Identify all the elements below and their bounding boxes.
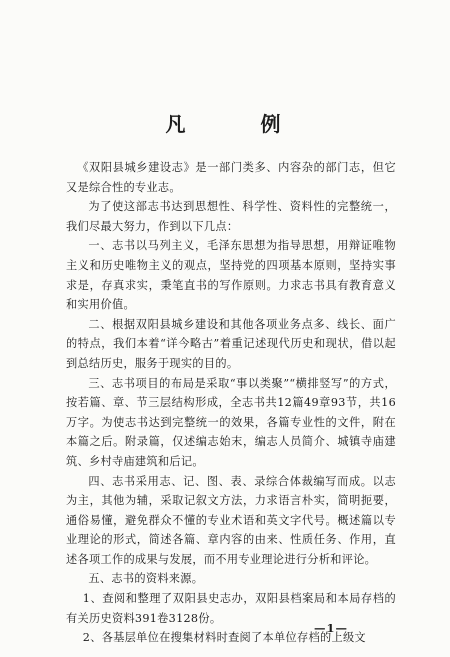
page-title: 凡 例 <box>165 112 315 136</box>
paragraph-item-4: 四、志书采用志、记、图、表、录综合体裁编写而成。以志为主，其他为辅，采取记叙文方法，力求语言朴实，简明扼要，通俗易懂，避免群众不懂的专业术语和英文字代号。概述篇以专业理论的形式，简述各篇、章内容的由来、性质任务、作用，直述各项工作的成果与发展，而不用专业理论进行分析和评论。 <box>66 474 396 566</box>
paragraph-item-3: 三、志书项目的布局是采取“事以类聚”“横排竖写”的方式，按若篇、章、节三层结构形成，全志书共12篇49章93节，共16万字。为使志书达到完整统一的效果，各篇专业性的文件，附在本篇之后。附录篇，仅述编志始末，编志人员简介、城镇寺庙建筑、乡村寺庙建筑和后记。 <box>66 376 396 468</box>
paragraph-item-5: 五、志书的资料来源。 <box>88 572 204 586</box>
paragraph-source-2: 2、各基层单位在搜集材料时查阅了本单位存档的上级文 <box>82 631 366 645</box>
paragraph-source-1: 1、查阅和整理了双阳县史志办，双阳县档案局和本局存档的有关历史资料391卷3128份。 <box>66 592 396 625</box>
document-body <box>66 158 396 648</box>
paragraph-purpose: 为了使这部志书达到思想性、科学性、资料性的完整统一，我们尽最大努力，作到以下几点： <box>66 200 396 233</box>
paragraph-item-1: 一、志书以马列主义，毛泽东思想为指导思想，用辩证唯物主义和历史唯物主义的观点，坚持党的四项基本原则，坚持实事求是，存真求实，秉笔直书的写作原则。力求志书具有教育意义和实用价值。 <box>66 239 396 312</box>
page-number: —1— <box>314 621 349 635</box>
paragraph-intro: 《双阳县城乡建设志》是一部门类多、内容杂的部门志，但它又是综合性的专业志。 <box>66 161 396 194</box>
paragraph-item-2: 二、根据双阳县城乡建设和其他各项业务点多、线长、面广的特点，我们本着“详今略古”着重记述现代历史和现状，借以起到总结历史，服务于现实的目的。 <box>66 317 396 370</box>
